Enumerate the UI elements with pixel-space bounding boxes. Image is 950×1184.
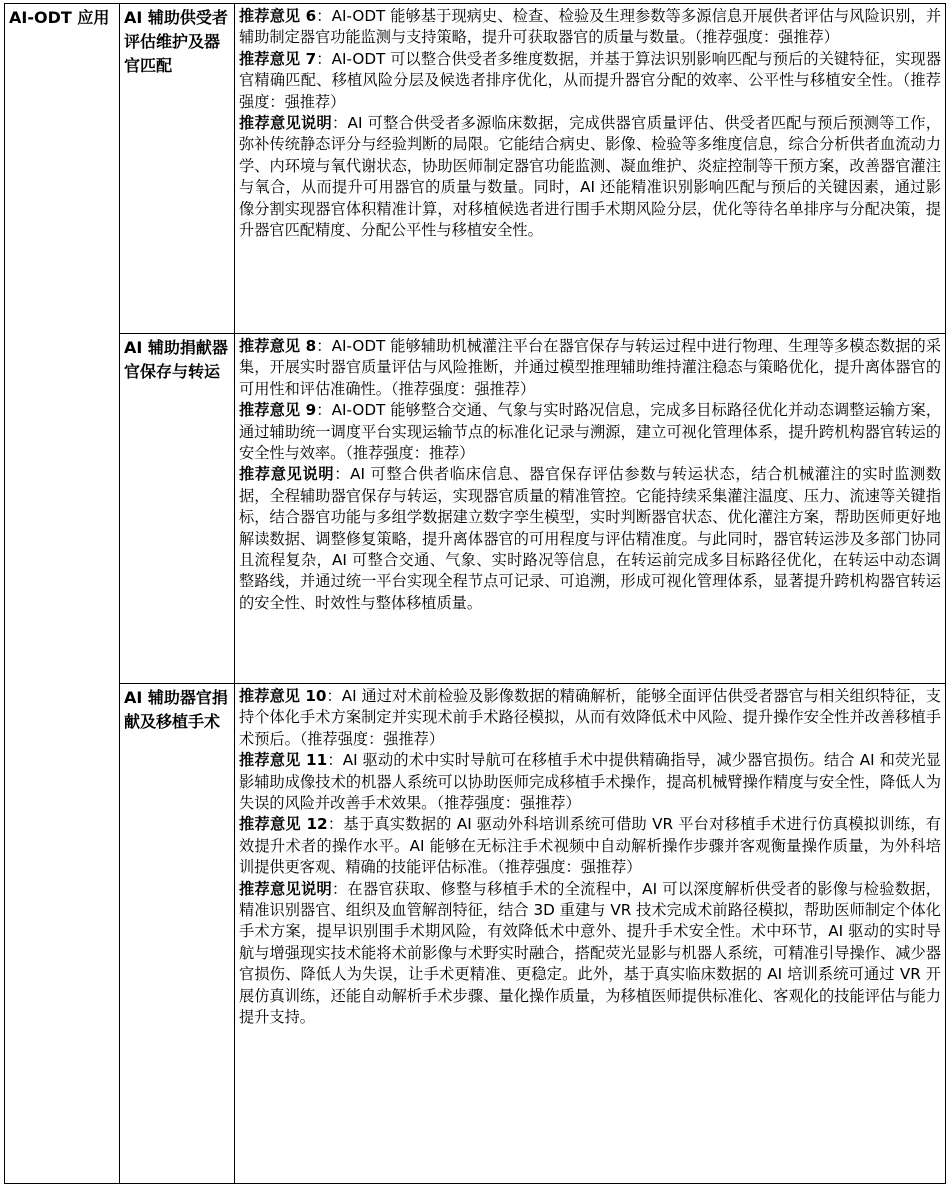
recommendation-text: ：AI-ODT 能够辅助机械灌注平台在器官保存与转运过程中进行物理、生理等多模态数据的采集，开展实时器官质量评估与风险推断，并通过模型推理辅助维持灌注稳态与策略优化，提升离体器官的可用性和评估准确性。（推荐强度：强推荐） — [239, 337, 942, 398]
table-row — [5, 334, 946, 684]
recommendation-text: ：AI 通过对术前检验及影像数据的精确解析，能够全面评估供受者器官与相关组织特征，支持个体化手术方案制定并实现术前手术路径模拟，从而有效降低术中风险、提升操作安全性并改善移植手术预后。（推荐强度：强推荐） — [239, 687, 941, 748]
table-row — [5, 4, 946, 334]
section-title: AI 辅助器官捐献及移植手术 — [124, 688, 228, 731]
section-content-cell — [235, 334, 946, 684]
recommendation-paragraph — [239, 336, 941, 400]
recommendation-table — [4, 3, 946, 1184]
recommendation-paragraph — [239, 686, 941, 750]
recommendation-label: 推荐意见 6 — [239, 7, 317, 25]
section-title-cell — [120, 684, 235, 1184]
category-cell — [5, 4, 120, 1184]
recommendation-label: 推荐意见 10 — [239, 687, 327, 705]
recommendation-paragraph — [239, 400, 941, 464]
section-title: AI 辅助捐献器官保存与转运 — [124, 338, 228, 381]
recommendation-text: ：基于真实数据的 AI 驱动外科培训系统可借助 VR 平台对移植手术进行仿真模拟训练，有效提升术者的操作水平。AI 能够在无标注手术视频中自动解析操作步骤并客观衡量操作质量，为外科培训提供更客观、精确的技能评估标准。（推荐强度：强推荐） — [239, 815, 941, 877]
explanation-paragraph — [239, 879, 941, 1029]
recommendation-paragraph — [239, 750, 941, 814]
recommendation-paragraph — [239, 49, 941, 113]
recommendation-label: 推荐意见 11 — [239, 751, 328, 770]
recommendation-text: ：AI-ODT 能够整合交通、气象与实时路况信息，完成多目标路径优化并动态调整运输方案，通过辅助统一调度平台实现运输节点的标准化记录与溯源，建立可视化管理体系，提升跨机构器官转运的安全性与效率。（推荐强度：推荐） — [239, 401, 942, 463]
table-row — [5, 684, 946, 1184]
explanation-paragraph — [239, 464, 941, 614]
recommendation-text: ：AI 驱动的术中实时导航可在移植手术中提供精确指导，减少器官损伤。结合 AI 和荧光显影辅助成像技术的机器人系统可以协助医师完成移植手术操作，提高机械臂操作精度与安全性，降低人为失误的风险并改善手术效果。（推荐强度：强推荐） — [239, 751, 941, 813]
category-heading: AI-ODT 应用 — [9, 8, 110, 27]
explanation-text: ：在器官获取、修整与移植手术的全流程中，AI 可以深度解析供受者的影像与检验数据，精准识别器官、组织及血管解剖特征，结合 3D 重建与 VR 技术完成术前路径模拟，帮助医师制定个体化手术方案，提早识别围手术期风险，有效降低术中意外、提升手术安全性。术中环节，AI 驱动的实时导航与增强现实技术能将术前影像与术野实时融合，搭配荧光显影与机器人系统，可精准引导操作、减少器官损伤、降低人为失误，让手术更精准、更稳定。此外，基于真实临床数据的 AI 培训系统可通过 VR 开展仿真训练，还能自动解析手术步骤、量化操作质量，为移植医师提供标准化、客观化的技能评估与能力提升支持。 — [239, 879, 941, 1027]
recommendation-paragraph — [239, 814, 941, 878]
section-title-cell — [120, 334, 235, 684]
section-title-cell — [120, 4, 235, 334]
explanation-text: ：AI 可整合供者临床信息、器官保存评估参数与转运状态，结合机械灌注的实时监测数据，全程辅助器官保存与转运，实现器官质量的精准管控。它能持续采集灌注温度、压力、流速等关键指标，结合器官功能与多组学数据建立数字孪生模型，实时判断器官状态、优化灌注方案，帮助医师更好地解读数据、调整修复策略，提升离体器官的可用程度与评估精准度。与此同时，器官转运涉及多部门协同且流程复杂，AI 可整合交通、气象、实时路况等信息，在转运前完成多目标路径优化，在转运中动态调整路线，并通过统一平台实现全程节点可记录、可追溯，形成可视化管理体系，显著提升跨机构器官转运的安全性、时效性与整体移植质量。 — [239, 465, 942, 612]
recommendation-label: 推荐意见 12 — [239, 815, 328, 834]
explanation-label: 推荐意见说明 — [239, 114, 333, 133]
recommendation-label: 推荐意见 9 — [239, 401, 317, 420]
explanation-paragraph — [239, 113, 941, 241]
explanation-text: ：AI 可整合供受者多源临床数据，完成供器官质量评估、供受者匹配与预后预测等工作，弥补传统静态评分与经验判断的局限。它能结合病史、影像、检验等多维度信息，综合分析供者血流动力学、内环境与氧代谢状态，协助医师制定器官功能监测、凝血维护、炎症控制等干预方案，改善器官灌注与氧合，从而提升可用器官的质量与数量。同时，AI 还能精准识别影响匹配与预后的关键因素，通过影像分割实现器官体积精准计算，对移植候选者进行围手术期风险分层，优化等待名单排序与分配决策，提升器官匹配精度、分配公平性与移植安全性。 — [239, 114, 941, 240]
explanation-label: 推荐意见说明 — [239, 465, 335, 484]
section-content-cell — [235, 4, 946, 334]
recommendation-label: 推荐意见 8 — [239, 337, 317, 355]
recommendation-label: 推荐意见 7 — [239, 49, 317, 68]
section-title: AI 辅助供受者评估维护及器官匹配 — [124, 8, 228, 75]
recommendation-text: ：AI-ODT 能够基于现病史、检查、检验及生理参数等多源信息开展供者评估与风险识别，并辅助制定器官功能监测与支持策略，提升可获取器官的质量与数量。（推荐强度：强推荐） — [239, 7, 942, 47]
recommendation-paragraph — [239, 6, 941, 49]
recommendation-text: ：AI-ODT 可以整合供受者多维度数据，并基于算法识别影响匹配与预后的关键特征，实现器官精确匹配、移植风险分层及候选者排序优化，从而提升器官分配的效率、公平性与移植安全性。（推荐强度：强推荐） — [239, 49, 942, 111]
explanation-label: 推荐意见说明 — [239, 879, 333, 898]
section-content-cell — [235, 684, 946, 1184]
